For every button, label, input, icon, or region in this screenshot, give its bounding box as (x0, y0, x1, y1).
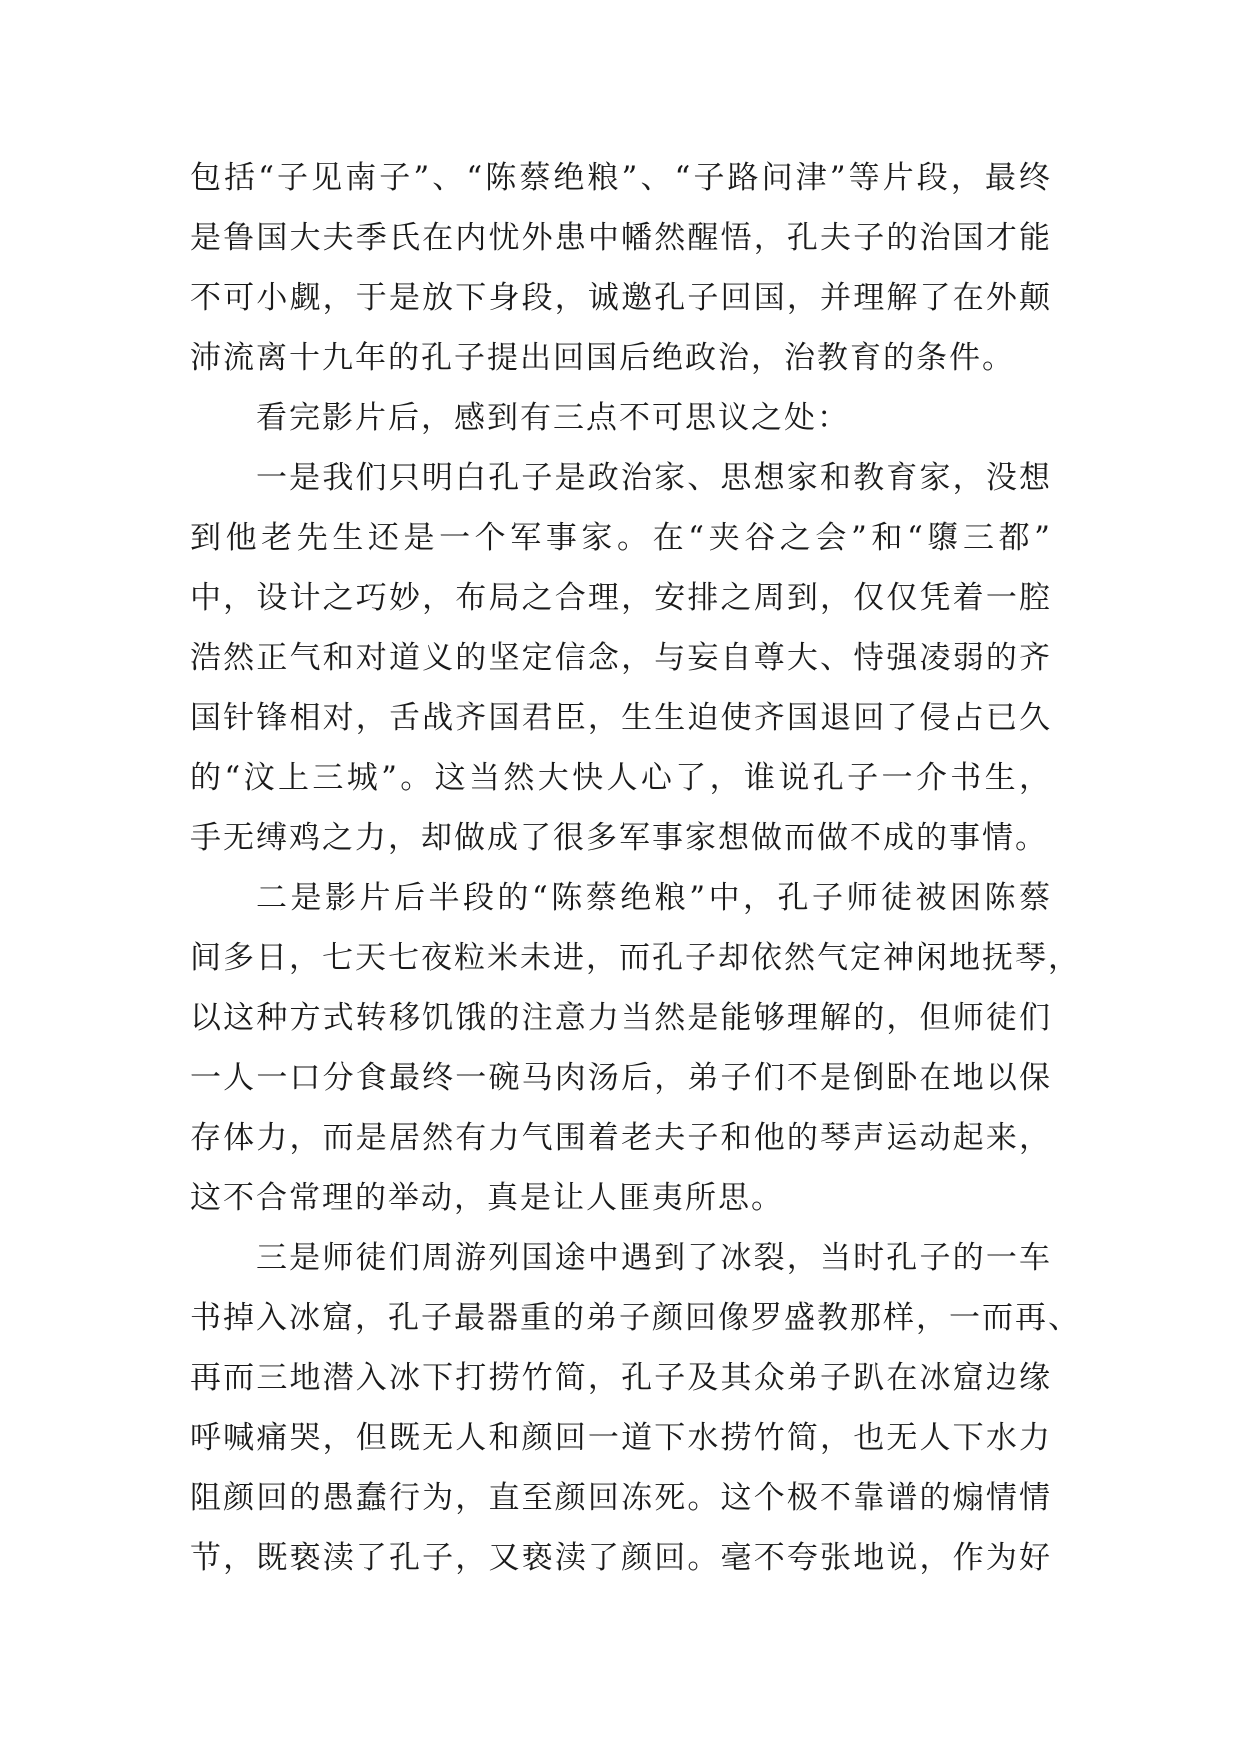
text-line: 是鲁国大夫季氏在内忧外患中幡然醒悟，孔夫子的治国才能 (190, 220, 1052, 256)
text-line: 一人一口分食最终一碗马肉汤后，弟子们不是倒卧在地以保 (190, 1060, 1052, 1096)
text-line: 包括“子见南子”、“陈蔡绝粮”、“子路问津”等片段，最终 (190, 160, 1052, 196)
body-text (190, 148, 1081, 1588)
text-line: 节，既亵渎了孔子，又亵渎了颜回。毫不夸张地说，作为好 (190, 1540, 1052, 1576)
text-line: 呼喊痛哭，但既无人和颜回一道下水捞竹简，也无人下水力 (190, 1420, 1052, 1456)
text-line: 国针锋相对，舌战齐国君臣，生生迫使齐国退回了侵占已久 (190, 700, 1052, 736)
text-line: 三是师徒们周游列国途中遇到了冰裂，当时孔子的一车 (256, 1240, 1052, 1276)
text-line: 看完影片后，感到有三点不可思议之处： (256, 400, 850, 436)
text-line: 再而三地潜入冰下打捞竹简，孔子及其众弟子趴在冰窟边缘 (190, 1360, 1052, 1396)
text-line: 阻颜回的愚蠢行为，直至颜回冻死。这个极不靠谱的煽情情 (190, 1480, 1052, 1516)
text-line: 存体力，而是居然有力气围着老夫子和他的琴声运动起来， (190, 1120, 1052, 1156)
text-line: 手无缚鸡之力，却做成了很多军事家想做而做不成的事情。 (190, 820, 1048, 856)
text-line: 以这种方式转移饥饿的注意力当然是能够理解的，但师徒们 (190, 1000, 1052, 1036)
text-line: 书掉入冰窟，孔子最器重的弟子颜回像罗盛教那样，一而再、 (190, 1300, 1081, 1336)
text-line: 浩然正气和对道义的坚定信念，与妄自尊大、恃强凌弱的齐 (190, 640, 1052, 676)
text-line: 的“汶上三城”。这当然大快人心了，谁说孔子一介书生， (190, 760, 1052, 796)
text-line: 沛流离十九年的孔子提出回国后绝政治，治教育的条件。 (190, 340, 1015, 376)
text-line: 中，设计之巧妙，布局之合理，安排之周到，仅仅凭着一腔 (190, 580, 1052, 616)
text-line: 间多日，七天七夜粒米未进，而孔子却依然气定神闲地抚琴， (190, 940, 1081, 976)
text-line: 不可小觑，于是放下身段，诚邀孔子回国，并理解了在外颠 (190, 280, 1052, 316)
text-line: 一是我们只明白孔子是政治家、思想家和教育家，没想 (256, 460, 1052, 496)
text-line: 这不合常理的举动，真是让人匪夷所思。 (190, 1180, 784, 1216)
text-line: 二是影片后半段的“陈蔡绝粮”中，孔子师徒被困陈蔡 (256, 880, 1052, 916)
text-line: 到他老先生还是一个军事家。在“夹谷之会”和“隳三都” (190, 520, 1052, 556)
